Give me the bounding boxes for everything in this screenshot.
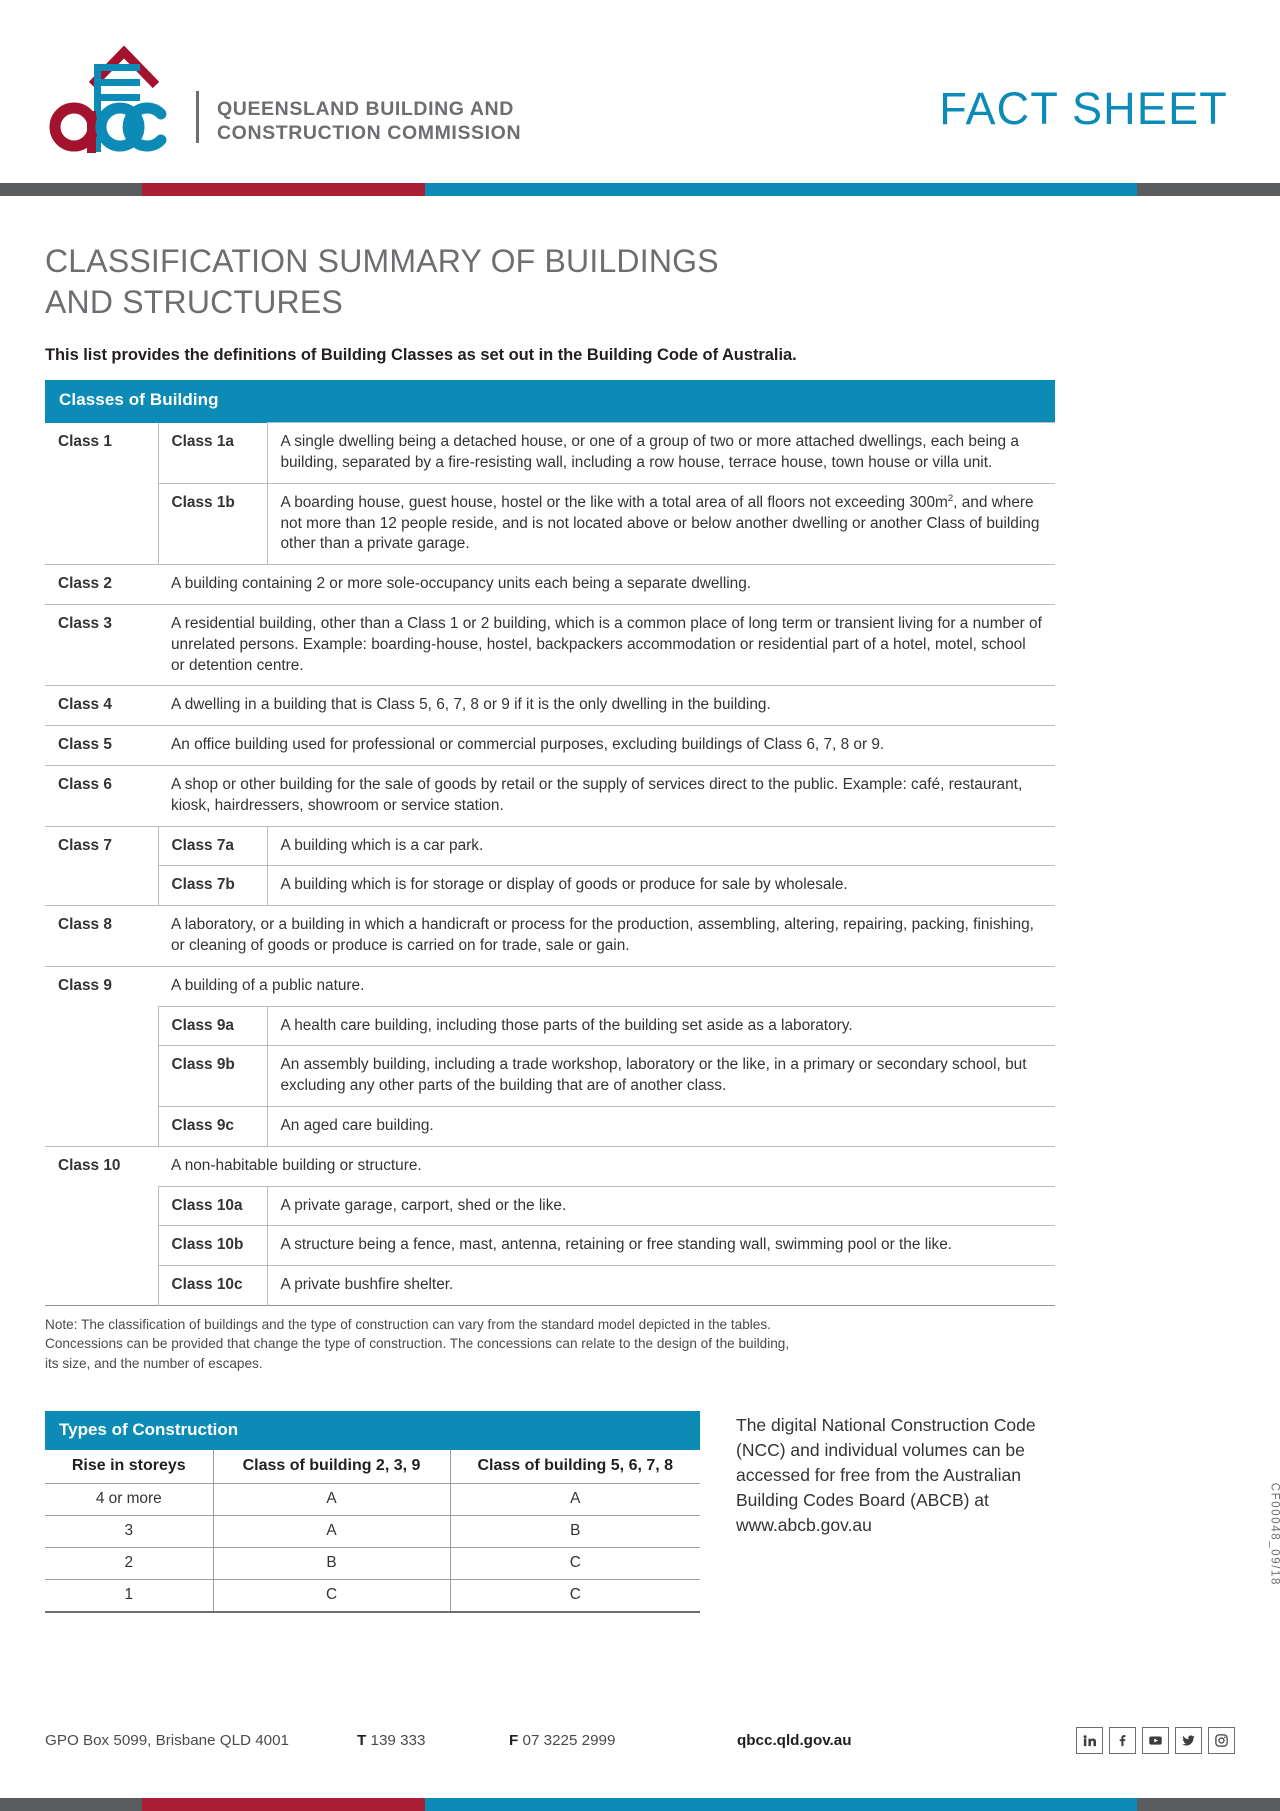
table-row	[45, 1226, 1055, 1266]
toc-cell-rise: 1	[45, 1579, 213, 1612]
table-row	[45, 1006, 1055, 1046]
class-description: A building containing 2 or more sole-occupancy units each being a separate dwelling.	[158, 565, 1055, 605]
toc-column-header-row	[45, 1450, 700, 1484]
classification-note	[45, 1315, 1055, 1373]
class-description: A single dwelling being a detached house, or one of a group of two or more attached dwellings, each being a building, separated by a fire-resisting wall, including a row house, terrace house, town house or villa unit.	[267, 423, 1055, 484]
toc-cell-rise: 3	[45, 1515, 213, 1547]
footer-phone-number: 139 333	[370, 1732, 426, 1749]
class-label-empty	[45, 866, 158, 906]
footer-phone-label: T	[357, 1732, 367, 1749]
class-description: An aged care building.	[267, 1106, 1055, 1146]
table-row	[45, 423, 1055, 484]
table-row	[45, 1547, 700, 1579]
note-line2: Concessions can be provided that change the type of construction. The concessions can relate to the design of the building,	[45, 1336, 790, 1352]
toc-col-header-class239: Class of building 2, 3, 9	[213, 1450, 450, 1484]
class-label: Class 2	[45, 565, 158, 605]
toc-col-header-class5678: Class of building 5, 6, 7, 8	[477, 1456, 674, 1474]
class-label-empty	[45, 1106, 158, 1146]
color-bar-red	[142, 1798, 425, 1811]
class-description: A non-habitable building or structure.	[158, 1146, 1055, 1186]
subclass-label: Class 9c	[158, 1106, 267, 1146]
types-of-construction-table	[45, 1411, 700, 1613]
subclass-label: Class 7b	[158, 866, 267, 906]
subclass-label: Class 10a	[158, 1186, 267, 1226]
class-description: An office building used for professional or commercial purposes, excluding buildings of Class 6, 7, 8 or 9.	[158, 726, 1055, 766]
linkedin-icon[interactable]	[1076, 1727, 1103, 1754]
class-description	[267, 483, 1055, 564]
subclass-label: Class 9a	[158, 1006, 267, 1046]
class-label-empty	[45, 1186, 158, 1226]
class-label-empty	[45, 1046, 158, 1107]
class-label-empty	[45, 1226, 158, 1266]
superscript-2: 2	[947, 492, 954, 504]
toc-cell-rise: 2	[45, 1547, 213, 1579]
classes-of-building-table	[45, 380, 1055, 1306]
page-title-line2: AND STRUCTURES	[45, 283, 343, 320]
table-row	[45, 686, 1055, 726]
toc-cell-class239: A	[213, 1483, 450, 1515]
page-header	[0, 0, 1280, 196]
footer-color-bar	[0, 1798, 1280, 1811]
footer-contact-line	[45, 1727, 1235, 1774]
color-bar-gray-right	[1137, 183, 1280, 196]
table-row	[45, 906, 1055, 967]
table-header-row	[45, 380, 1055, 422]
class-label: Class 1	[58, 432, 112, 450]
qbcc-logo	[48, 38, 521, 153]
footer-website[interactable]: qbcc.qld.gov.au	[737, 1732, 852, 1749]
class-description: A health care building, including those parts of the building set aside as a laboratory.	[267, 1006, 1055, 1046]
note-line3: its size, and the number of escapes.	[45, 1355, 263, 1371]
lower-section	[45, 1411, 1235, 1613]
page-content	[0, 241, 1280, 1613]
class-description: A dwelling in a building that is Class 5, 6, 7, 8 or 9 if it is the only dwelling in the building.	[158, 686, 1055, 726]
toc-cell-rise: 4 or more	[45, 1483, 213, 1515]
table-row	[45, 1515, 700, 1547]
toc-cell-class5678: A	[450, 1483, 700, 1515]
color-bar-gray-right	[1137, 1798, 1280, 1811]
table-row	[45, 1046, 1055, 1107]
qbcc-logo-mark	[48, 38, 188, 153]
subclass-label: Class 1a	[158, 423, 267, 484]
subclass-label: Class 7a	[158, 826, 267, 866]
class-description: An assembly building, including a trade workshop, laboratory or the like, in a primary or secondary school, but excluding any other parts of the building that are of another class.	[267, 1046, 1055, 1107]
class-description: A laboratory, or a building in which a handicraft or process for the production, assembling, altering, repairing, packing, finishing, or cleaning of goods or produce is carried on for trade, sale or gain.	[158, 906, 1055, 967]
table-row	[45, 565, 1055, 605]
class-description: A private garage, carport, shed or the like.	[267, 1186, 1055, 1226]
table-row	[45, 483, 1055, 564]
toc-col-header-rise: Rise in storeys	[45, 1450, 213, 1484]
class-label: Class 6	[45, 765, 158, 826]
twitter-icon[interactable]	[1175, 1727, 1202, 1754]
social-links	[1076, 1727, 1235, 1754]
class-description: A structure being a fence, mast, antenna, retaining or free standing wall, swimming pool or the like.	[267, 1226, 1055, 1266]
footer-fax-label: F	[509, 1732, 519, 1749]
table-row	[45, 726, 1055, 766]
class-label-empty	[45, 1006, 158, 1046]
class-label-empty	[45, 483, 158, 564]
toc-cell-class239: A	[213, 1515, 450, 1547]
class-label-empty	[45, 1266, 158, 1306]
facebook-icon[interactable]	[1109, 1727, 1136, 1754]
logo-divider	[196, 91, 199, 143]
subclass-label: Class 10c	[158, 1266, 267, 1306]
logo-wordmark	[217, 98, 521, 146]
color-bar-red	[142, 183, 425, 196]
table-bottom-rule	[45, 1305, 1055, 1306]
document-code: CF00048_09/18	[1268, 1482, 1280, 1586]
table-row	[45, 866, 1055, 906]
toc-cell-class239: C	[213, 1579, 450, 1612]
class-label: Class 3	[45, 604, 158, 685]
subclass-label: Class 9b	[158, 1046, 267, 1107]
table-row	[45, 966, 1055, 1006]
page-footer	[0, 1727, 1280, 1774]
qbcc-house-icon	[48, 38, 188, 153]
color-bar-gray-left	[0, 183, 142, 196]
fact-sheet-label: FACT SHEET	[939, 83, 1228, 134]
footer-fax	[509, 1732, 737, 1749]
logo-wordmark-line2: CONSTRUCTION COMMISSION	[217, 122, 522, 145]
class-description: A residential building, other than a Class 1 or 2 building, which is a common place of long term or transient living for a number of unrelated persons. Example: boarding-house, hostel, backpackers accommodation or residential part of a hotel, motel, school or detention centre.	[158, 604, 1055, 685]
class-description-pre: A boarding house, guest house, hostel or the like with a total area of all floors not exceeding 300m	[280, 493, 948, 511]
table-row	[45, 1579, 700, 1612]
class-label: Class 4	[45, 686, 158, 726]
class-description: A private bushfire shelter.	[267, 1266, 1055, 1306]
table-row	[45, 1146, 1055, 1186]
class-label: Class 5	[45, 726, 158, 766]
subclass-label: Class 1b	[158, 483, 267, 564]
table-row	[45, 1186, 1055, 1226]
class-label: Class 8	[45, 906, 158, 967]
class-description: A building which is for storage or display of goods or produce for sale by wholesale.	[267, 866, 1055, 906]
footer-phone	[357, 1732, 509, 1749]
toc-cell-class5678: C	[450, 1579, 700, 1612]
class-label: Class 9	[45, 966, 158, 1006]
table-row	[45, 1483, 700, 1515]
class-description: A shop or other building for the sale of goods by retail or the supply of services direct to the public. Example: café, restaurant, kiosk, hairdressers, showroom or service station.	[158, 765, 1055, 826]
class-label: Class 10	[45, 1146, 158, 1186]
color-bar-blue	[425, 1798, 1137, 1811]
footer-address: GPO Box 5099, Brisbane QLD 4001	[45, 1732, 289, 1749]
ncc-side-note: The digital National Construction Code (NCC) and individual volumes can be accessed for free from the Australian Building Codes Board (ABCB) at www.abcb.gov.au	[736, 1414, 1036, 1535]
intro-text: This list provides the definitions of Building Classes as set out in the Building Code of Australia.	[45, 346, 797, 365]
class-label: Class 7	[45, 826, 158, 866]
color-bar-blue	[425, 183, 1137, 196]
footer-fax-number: 07 3225 2999	[522, 1732, 616, 1749]
subclass-label: Class 10b	[158, 1226, 267, 1266]
page-title	[45, 241, 1235, 322]
class-description: A building of a public nature.	[158, 966, 1055, 1006]
table-row	[45, 1266, 1055, 1306]
toc-cell-class239: B	[213, 1547, 450, 1579]
class-description-post: , and where not more than 12 people reside, and is not located above or below another dwelling or another Class of building other than a private garage.	[280, 493, 1040, 553]
color-bar-gray-left	[0, 1798, 142, 1811]
class-description: A building which is a car park.	[267, 826, 1055, 866]
classes-table-header: Classes of Building	[45, 380, 1055, 422]
toc-header-row	[45, 1411, 700, 1450]
toc-cell-class5678: C	[450, 1547, 700, 1579]
header-color-bar	[0, 183, 1280, 196]
table-row	[45, 604, 1055, 685]
types-of-construction-wrap	[45, 1411, 700, 1613]
instagram-icon[interactable]	[1208, 1727, 1235, 1754]
toc-cell-class5678: B	[450, 1515, 700, 1547]
youtube-icon[interactable]	[1142, 1727, 1169, 1754]
table-row	[45, 765, 1055, 826]
logo-wordmark-line1: QUEENSLAND BUILDING AND	[217, 98, 514, 121]
toc-header: Types of Construction	[45, 1411, 700, 1450]
page-title-line1: CLASSIFICATION SUMMARY OF BUILDINGS	[45, 243, 719, 279]
note-line1: Note: The classification of buildings and the type of construction can vary from the standard model depicted in the tables.	[45, 1316, 771, 1332]
table-row	[45, 1106, 1055, 1146]
table-row	[45, 826, 1055, 866]
